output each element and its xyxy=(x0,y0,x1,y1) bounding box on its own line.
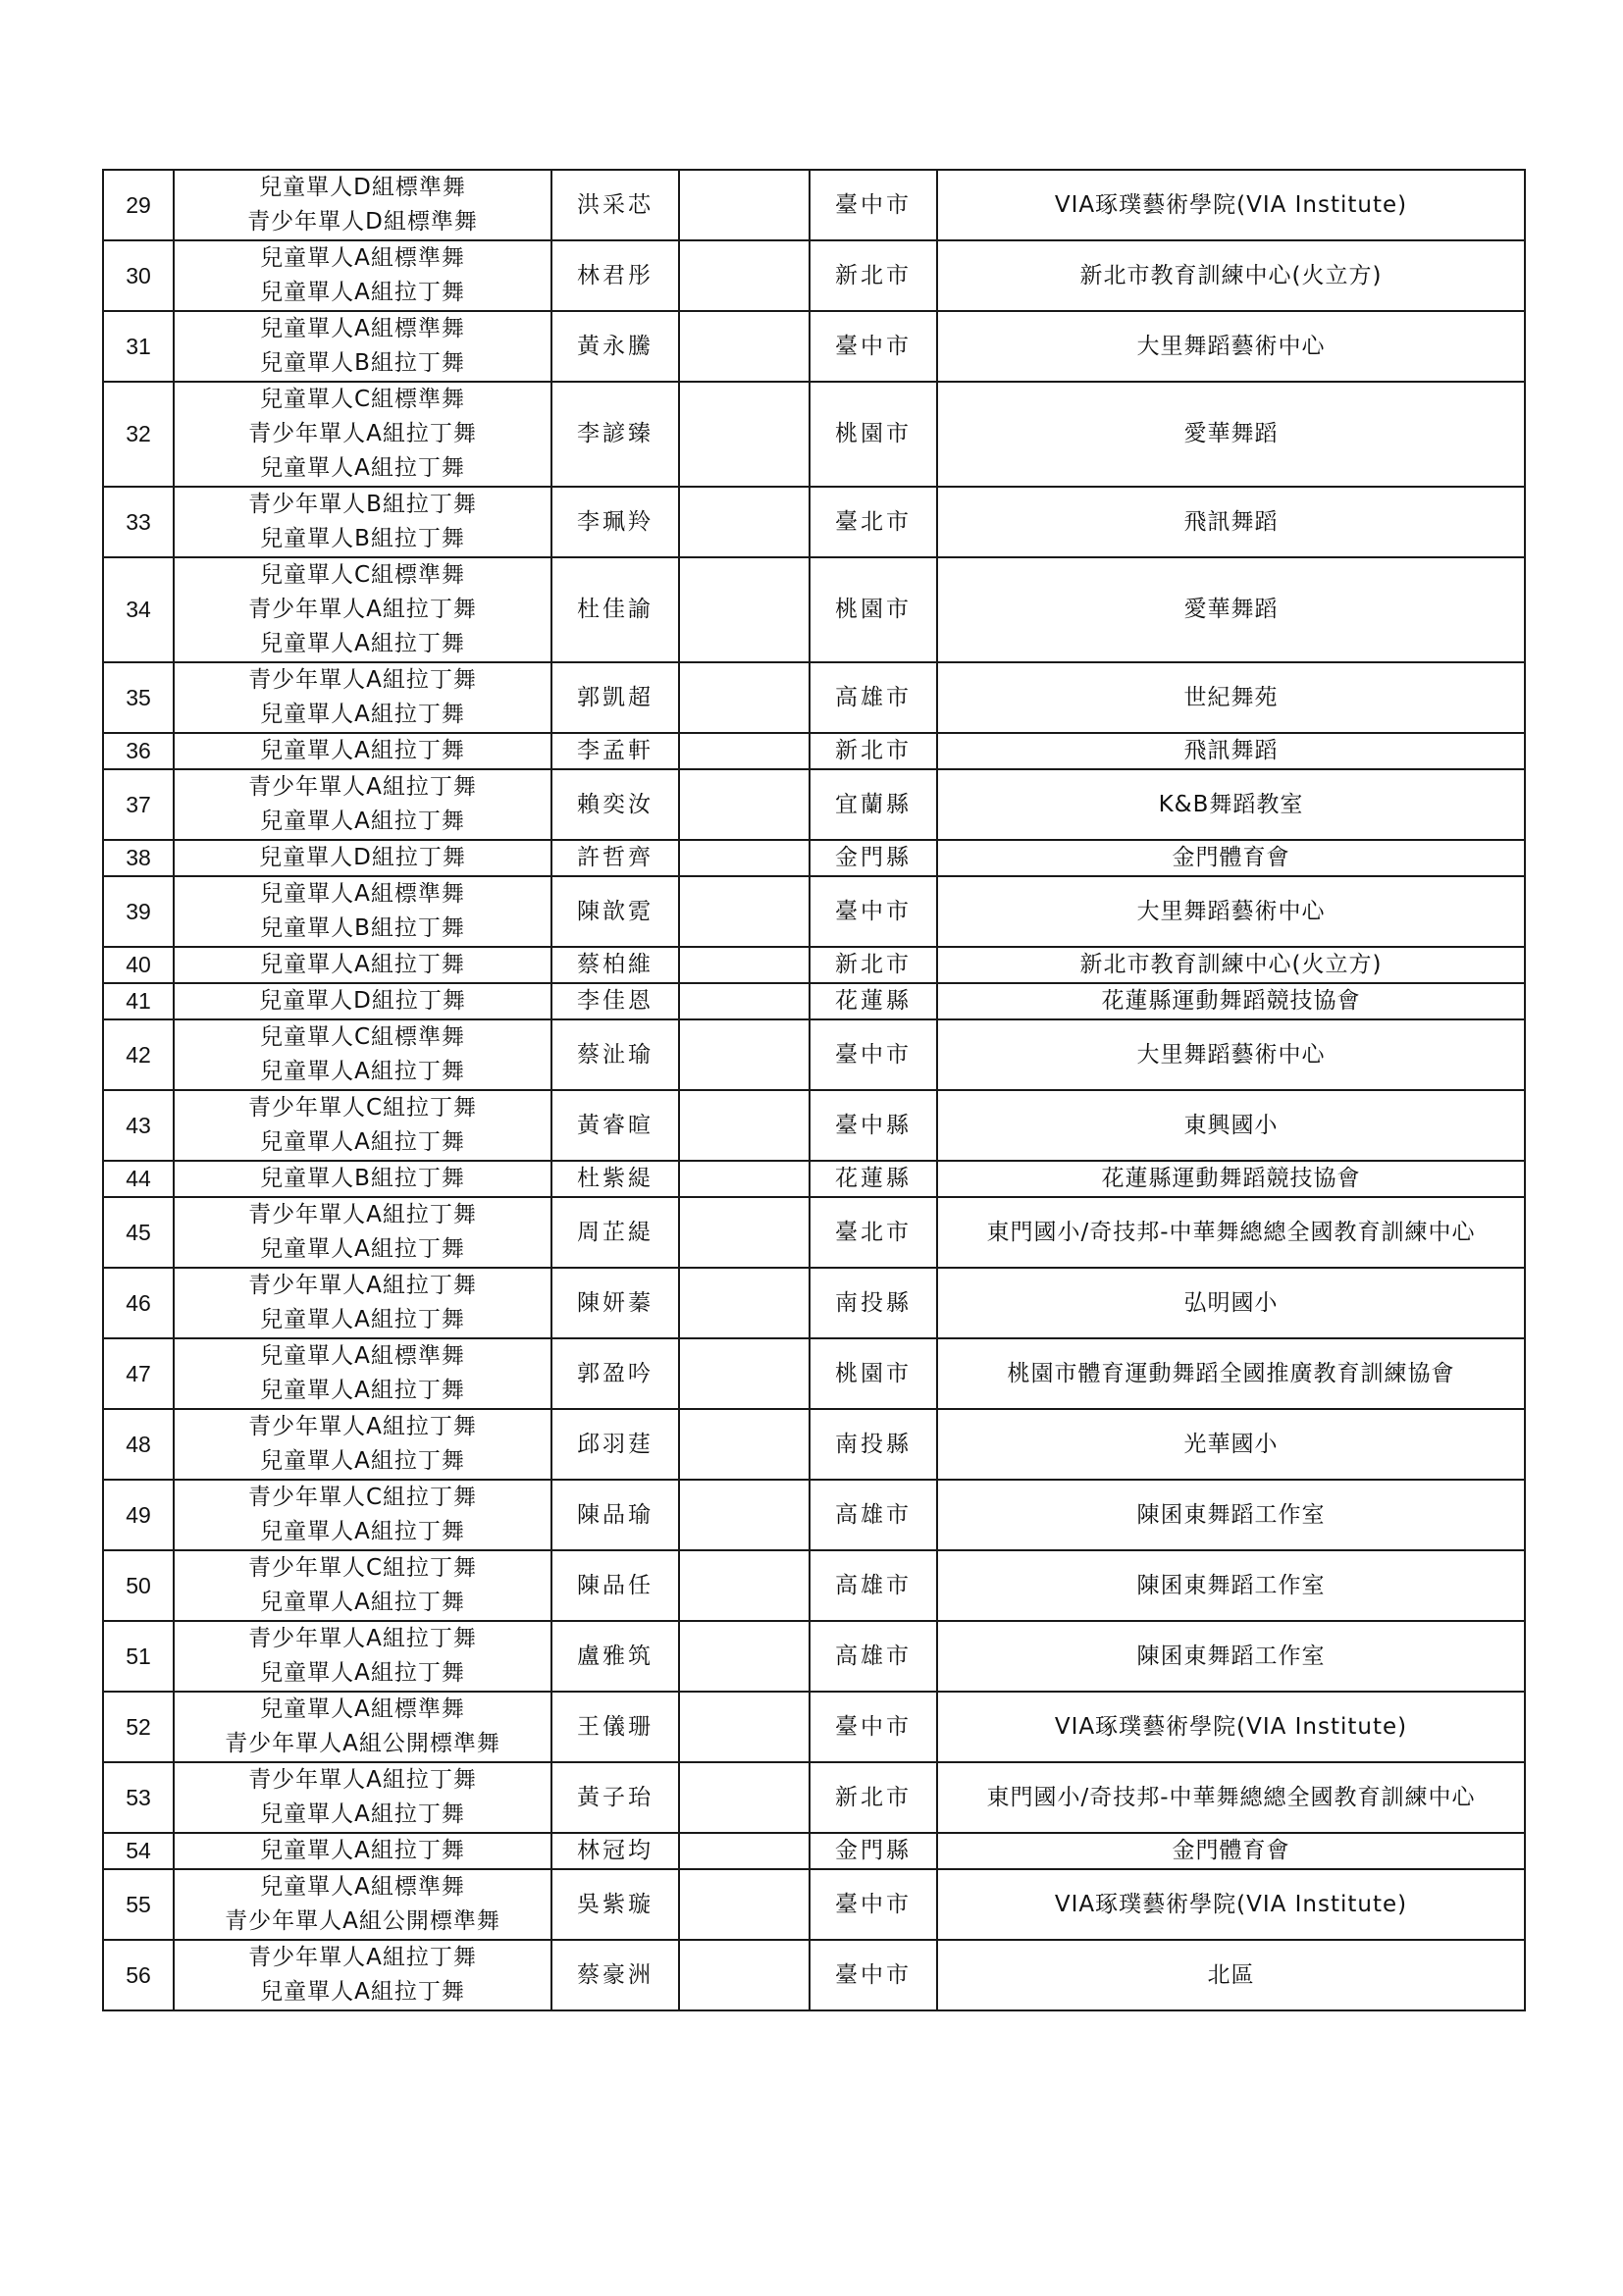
event-cell xyxy=(174,876,551,947)
dancer-name: 洪采芯 xyxy=(551,170,679,240)
dancer-name: 李諺臻 xyxy=(551,382,679,487)
city-cell: 高雄市 xyxy=(810,1621,937,1692)
event-cell xyxy=(174,240,551,311)
empty-cell xyxy=(679,733,810,769)
table-row xyxy=(103,1550,1525,1621)
event-cell xyxy=(174,1480,551,1550)
empty-cell xyxy=(679,1550,810,1621)
dancer-name: 蔡柏維 xyxy=(551,947,679,983)
school-cell: 陳囷東舞蹈工作室 xyxy=(937,1550,1525,1621)
row-number: 47 xyxy=(103,1338,174,1409)
city-cell: 高雄市 xyxy=(810,1550,937,1621)
event-cell xyxy=(174,947,551,983)
row-number: 43 xyxy=(103,1090,174,1161)
school-cell: 新北市教育訓練中心(火立方) xyxy=(937,240,1525,311)
row-number: 29 xyxy=(103,170,174,240)
empty-cell xyxy=(679,311,810,382)
event-cell xyxy=(174,1692,551,1762)
row-number: 31 xyxy=(103,311,174,382)
city-cell: 桃園市 xyxy=(810,557,937,662)
table-row xyxy=(103,1621,1525,1692)
event-cell xyxy=(174,1019,551,1090)
event-name: 兒童單人A組拉丁舞 xyxy=(260,952,465,977)
city-cell: 臺中市 xyxy=(810,170,937,240)
event-name: 兒童單人A組拉丁舞 xyxy=(260,1660,465,1686)
dancer-name: 李珮羚 xyxy=(551,487,679,557)
school-cell: 花蓮縣運動舞蹈競技協會 xyxy=(937,983,1525,1019)
school-cell: 東門國小/奇技邦-中華舞總總全國教育訓練中心 xyxy=(937,1762,1525,1833)
event-name: 青少年單人A組公開標準舞 xyxy=(225,1731,500,1756)
event-name: 兒童單人A組拉丁舞 xyxy=(260,1801,465,1827)
city-cell: 新北市 xyxy=(810,947,937,983)
table-row xyxy=(103,1090,1525,1161)
event-name: 兒童單人D組標準舞 xyxy=(259,175,466,200)
empty-cell xyxy=(679,840,810,876)
table-row xyxy=(103,240,1525,311)
row-number: 56 xyxy=(103,1940,174,2010)
city-cell: 臺中市 xyxy=(810,311,937,382)
dancer-name: 郭凱超 xyxy=(551,662,679,733)
event-name: 兒童單人B組拉丁舞 xyxy=(260,915,465,941)
city-cell: 宜蘭縣 xyxy=(810,769,937,840)
row-number: 48 xyxy=(103,1409,174,1480)
event-cell xyxy=(174,733,551,769)
event-name: 青少年單人A組拉丁舞 xyxy=(248,1202,477,1227)
event-name: 兒童單人A組拉丁舞 xyxy=(260,455,465,481)
row-number: 54 xyxy=(103,1833,174,1869)
empty-cell xyxy=(679,983,810,1019)
school-cell: 桃園市體育運動舞蹈全國推廣教育訓練協會 xyxy=(937,1338,1525,1409)
school-cell: 大里舞蹈藝術中心 xyxy=(937,1019,1525,1090)
city-cell: 高雄市 xyxy=(810,662,937,733)
city-cell: 新北市 xyxy=(810,733,937,769)
empty-cell xyxy=(679,1869,810,1940)
table-row xyxy=(103,876,1525,947)
row-number: 37 xyxy=(103,769,174,840)
dancer-name: 杜紫緹 xyxy=(551,1161,679,1197)
city-cell: 臺中市 xyxy=(810,876,937,947)
event-name: 兒童單人A組拉丁舞 xyxy=(260,1307,465,1332)
event-name: 兒童單人A組標準舞 xyxy=(260,1696,465,1722)
registration-table xyxy=(102,169,1526,2011)
row-number: 55 xyxy=(103,1869,174,1940)
event-name: 青少年單人A組拉丁舞 xyxy=(248,421,477,446)
dancer-name: 盧雅筑 xyxy=(551,1621,679,1692)
event-cell xyxy=(174,1869,551,1940)
dancer-name: 賴奕汝 xyxy=(551,769,679,840)
event-name: 兒童單人A組標準舞 xyxy=(260,245,465,271)
event-name: 青少年單人B組拉丁舞 xyxy=(248,492,477,517)
empty-cell xyxy=(679,1480,810,1550)
event-cell xyxy=(174,557,551,662)
school-cell: 世紀舞苑 xyxy=(937,662,1525,733)
row-number: 35 xyxy=(103,662,174,733)
dancer-name: 周芷緹 xyxy=(551,1197,679,1268)
dancer-name: 林冠均 xyxy=(551,1833,679,1869)
dancer-name: 吳紫璇 xyxy=(551,1869,679,1940)
row-number: 53 xyxy=(103,1762,174,1833)
event-cell xyxy=(174,1161,551,1197)
school-cell: VIA琢璞藝術學院(VIA Institute) xyxy=(937,1869,1525,1940)
dancer-name: 王儀珊 xyxy=(551,1692,679,1762)
city-cell: 臺中市 xyxy=(810,1692,937,1762)
empty-cell xyxy=(679,947,810,983)
row-number: 51 xyxy=(103,1621,174,1692)
event-name: 兒童單人A組拉丁舞 xyxy=(260,631,465,656)
city-cell: 臺北市 xyxy=(810,1197,937,1268)
event-name: 兒童單人A組拉丁舞 xyxy=(260,1838,465,1863)
row-number: 40 xyxy=(103,947,174,983)
table-row xyxy=(103,769,1525,840)
table-row xyxy=(103,840,1525,876)
row-number: 32 xyxy=(103,382,174,487)
table-row xyxy=(103,1338,1525,1409)
empty-cell xyxy=(679,1692,810,1762)
dancer-name: 陳妍蓁 xyxy=(551,1268,679,1338)
empty-cell xyxy=(679,769,810,840)
table-row xyxy=(103,1692,1525,1762)
school-cell: 東興國小 xyxy=(937,1090,1525,1161)
empty-cell xyxy=(679,487,810,557)
table-row xyxy=(103,1268,1525,1338)
event-name: 兒童單人A組拉丁舞 xyxy=(260,738,465,763)
row-number: 46 xyxy=(103,1268,174,1338)
school-cell: VIA琢璞藝術學院(VIA Institute) xyxy=(937,1692,1525,1762)
event-name: 青少年單人A組拉丁舞 xyxy=(248,667,477,693)
empty-cell xyxy=(679,1268,810,1338)
dancer-name: 許哲齊 xyxy=(551,840,679,876)
empty-cell xyxy=(679,1019,810,1090)
event-cell xyxy=(174,487,551,557)
dancer-name: 陳品任 xyxy=(551,1550,679,1621)
row-number: 45 xyxy=(103,1197,174,1268)
city-cell: 南投縣 xyxy=(810,1409,937,1480)
event-cell xyxy=(174,1090,551,1161)
event-name: 兒童單人D組拉丁舞 xyxy=(259,845,466,870)
empty-cell xyxy=(679,1409,810,1480)
dancer-name: 黃子珆 xyxy=(551,1762,679,1833)
table-row xyxy=(103,170,1525,240)
event-cell xyxy=(174,662,551,733)
event-name: 青少年單人A組拉丁舞 xyxy=(248,1945,477,1970)
dancer-name: 郭盈吟 xyxy=(551,1338,679,1409)
empty-cell xyxy=(679,1090,810,1161)
event-name: 青少年單人A組拉丁舞 xyxy=(248,1626,477,1651)
event-name: 青少年單人A組拉丁舞 xyxy=(248,597,477,622)
event-name: 兒童單人A組拉丁舞 xyxy=(260,809,465,834)
event-name: 兒童單人A組拉丁舞 xyxy=(260,1236,465,1262)
table-row xyxy=(103,1762,1525,1833)
city-cell: 臺中縣 xyxy=(810,1090,937,1161)
event-name: 青少年單人D組標準舞 xyxy=(247,209,478,235)
dancer-name: 黃睿暄 xyxy=(551,1090,679,1161)
school-cell: 光華國小 xyxy=(937,1409,1525,1480)
event-cell xyxy=(174,1197,551,1268)
event-name: 兒童單人B組拉丁舞 xyxy=(260,526,465,551)
city-cell: 新北市 xyxy=(810,1762,937,1833)
school-cell: 東門國小/奇技邦-中華舞總總全國教育訓練中心 xyxy=(937,1197,1525,1268)
event-name: 兒童單人A組拉丁舞 xyxy=(260,280,465,305)
event-cell xyxy=(174,382,551,487)
event-name: 兒童單人A組拉丁舞 xyxy=(260,1979,465,2005)
empty-cell xyxy=(679,662,810,733)
row-number: 42 xyxy=(103,1019,174,1090)
dancer-name: 蔡沚瑜 xyxy=(551,1019,679,1090)
empty-cell xyxy=(679,240,810,311)
empty-cell xyxy=(679,1161,810,1197)
event-cell xyxy=(174,1940,551,2010)
event-name: 兒童單人B組拉丁舞 xyxy=(260,350,465,376)
event-cell xyxy=(174,170,551,240)
event-name: 兒童單人D組拉丁舞 xyxy=(259,988,466,1014)
school-cell: 陳囷東舞蹈工作室 xyxy=(937,1621,1525,1692)
table-row xyxy=(103,382,1525,487)
row-number: 30 xyxy=(103,240,174,311)
dancer-name: 李孟軒 xyxy=(551,733,679,769)
table-row xyxy=(103,1869,1525,1940)
event-name: 兒童單人A組拉丁舞 xyxy=(260,1129,465,1155)
table-row xyxy=(103,1019,1525,1090)
row-number: 34 xyxy=(103,557,174,662)
event-name: 兒童單人A組拉丁舞 xyxy=(260,702,465,727)
event-name: 兒童單人A組拉丁舞 xyxy=(260,1059,465,1084)
event-cell xyxy=(174,1338,551,1409)
event-cell xyxy=(174,1268,551,1338)
city-cell: 臺中市 xyxy=(810,1869,937,1940)
school-cell: VIA琢璞藝術學院(VIA Institute) xyxy=(937,170,1525,240)
table-row xyxy=(103,487,1525,557)
dancer-name: 邱羽莛 xyxy=(551,1409,679,1480)
row-number: 38 xyxy=(103,840,174,876)
event-name: 青少年單人C組拉丁舞 xyxy=(247,1095,478,1121)
event-name: 兒童單人A組標準舞 xyxy=(260,881,465,907)
empty-cell xyxy=(679,1197,810,1268)
event-cell xyxy=(174,1550,551,1621)
school-cell: 飛訊舞蹈 xyxy=(937,487,1525,557)
table-row xyxy=(103,983,1525,1019)
event-name: 青少年單人A組拉丁舞 xyxy=(248,1414,477,1439)
city-cell: 金門縣 xyxy=(810,840,937,876)
empty-cell xyxy=(679,1940,810,2010)
event-name: 青少年單人A組公開標準舞 xyxy=(225,1908,500,1934)
event-name: 兒童單人B組拉丁舞 xyxy=(260,1166,465,1191)
city-cell: 高雄市 xyxy=(810,1480,937,1550)
school-cell: 新北市教育訓練中心(火立方) xyxy=(937,947,1525,983)
row-number: 39 xyxy=(103,876,174,947)
event-name: 兒童單人A組標準舞 xyxy=(260,1874,465,1900)
city-cell: 臺中市 xyxy=(810,1940,937,2010)
event-name: 兒童單人A組拉丁舞 xyxy=(260,1448,465,1474)
row-number: 36 xyxy=(103,733,174,769)
event-cell xyxy=(174,1762,551,1833)
dancer-name: 陳歆霓 xyxy=(551,876,679,947)
table-row xyxy=(103,1161,1525,1197)
school-cell: K&B舞蹈教室 xyxy=(937,769,1525,840)
school-cell: 大里舞蹈藝術中心 xyxy=(937,876,1525,947)
table-row xyxy=(103,1833,1525,1869)
event-cell xyxy=(174,311,551,382)
school-cell: 愛華舞蹈 xyxy=(937,382,1525,487)
event-name: 兒童單人A組拉丁舞 xyxy=(260,1519,465,1544)
empty-cell xyxy=(679,1833,810,1869)
school-cell: 飛訊舞蹈 xyxy=(937,733,1525,769)
school-cell: 大里舞蹈藝術中心 xyxy=(937,311,1525,382)
event-name: 兒童單人A組拉丁舞 xyxy=(260,1590,465,1615)
event-name: 青少年單人A組拉丁舞 xyxy=(248,774,477,800)
dancer-name: 李佳恩 xyxy=(551,983,679,1019)
city-cell: 桃園市 xyxy=(810,1338,937,1409)
city-cell: 南投縣 xyxy=(810,1268,937,1338)
row-number: 49 xyxy=(103,1480,174,1550)
dancer-name: 陳品瑜 xyxy=(551,1480,679,1550)
row-number: 50 xyxy=(103,1550,174,1621)
event-cell xyxy=(174,1409,551,1480)
school-cell: 北區 xyxy=(937,1940,1525,2010)
event-name: 青少年單人A組拉丁舞 xyxy=(248,1273,477,1298)
table-body xyxy=(103,170,1525,2010)
event-cell xyxy=(174,1833,551,1869)
empty-cell xyxy=(679,557,810,662)
table-row xyxy=(103,1409,1525,1480)
table-row xyxy=(103,733,1525,769)
event-name: 青少年單人C組拉丁舞 xyxy=(247,1485,478,1510)
row-number: 33 xyxy=(103,487,174,557)
city-cell: 桃園市 xyxy=(810,382,937,487)
school-cell: 愛華舞蹈 xyxy=(937,557,1525,662)
event-name: 青少年單人A組拉丁舞 xyxy=(248,1767,477,1793)
row-number: 41 xyxy=(103,983,174,1019)
table-row xyxy=(103,662,1525,733)
event-cell xyxy=(174,1621,551,1692)
school-cell: 金門體育會 xyxy=(937,840,1525,876)
city-cell: 新北市 xyxy=(810,240,937,311)
school-cell: 弘明國小 xyxy=(937,1268,1525,1338)
dancer-name: 杜佳諭 xyxy=(551,557,679,662)
empty-cell xyxy=(679,1621,810,1692)
event-name: 青少年單人C組拉丁舞 xyxy=(247,1555,478,1581)
table-row xyxy=(103,1940,1525,2010)
event-name: 兒童單人A組標準舞 xyxy=(260,316,465,341)
row-number: 44 xyxy=(103,1161,174,1197)
empty-cell xyxy=(679,1762,810,1833)
school-cell: 陳囷東舞蹈工作室 xyxy=(937,1480,1525,1550)
table-row xyxy=(103,947,1525,983)
dancer-name: 黃永騰 xyxy=(551,311,679,382)
empty-cell xyxy=(679,876,810,947)
table-row xyxy=(103,311,1525,382)
empty-cell xyxy=(679,1338,810,1409)
city-cell: 臺北市 xyxy=(810,487,937,557)
empty-cell xyxy=(679,382,810,487)
event-cell xyxy=(174,840,551,876)
dancer-name: 蔡豪洲 xyxy=(551,1940,679,2010)
event-name: 兒童單人C組標準舞 xyxy=(259,387,466,412)
city-cell: 花蓮縣 xyxy=(810,983,937,1019)
school-cell: 金門體育會 xyxy=(937,1833,1525,1869)
table-row xyxy=(103,1197,1525,1268)
dancer-name: 林君彤 xyxy=(551,240,679,311)
empty-cell xyxy=(679,170,810,240)
event-name: 兒童單人C組標準舞 xyxy=(259,1024,466,1050)
event-name: 兒童單人A組標準舞 xyxy=(260,1343,465,1369)
event-cell xyxy=(174,983,551,1019)
event-name: 兒童單人C組標準舞 xyxy=(259,562,466,588)
table-row xyxy=(103,1480,1525,1550)
table-row xyxy=(103,557,1525,662)
event-name: 兒童單人A組拉丁舞 xyxy=(260,1378,465,1403)
city-cell: 臺中市 xyxy=(810,1019,937,1090)
city-cell: 金門縣 xyxy=(810,1833,937,1869)
event-cell xyxy=(174,769,551,840)
city-cell: 花蓮縣 xyxy=(810,1161,937,1197)
row-number: 52 xyxy=(103,1692,174,1762)
school-cell: 花蓮縣運動舞蹈競技協會 xyxy=(937,1161,1525,1197)
